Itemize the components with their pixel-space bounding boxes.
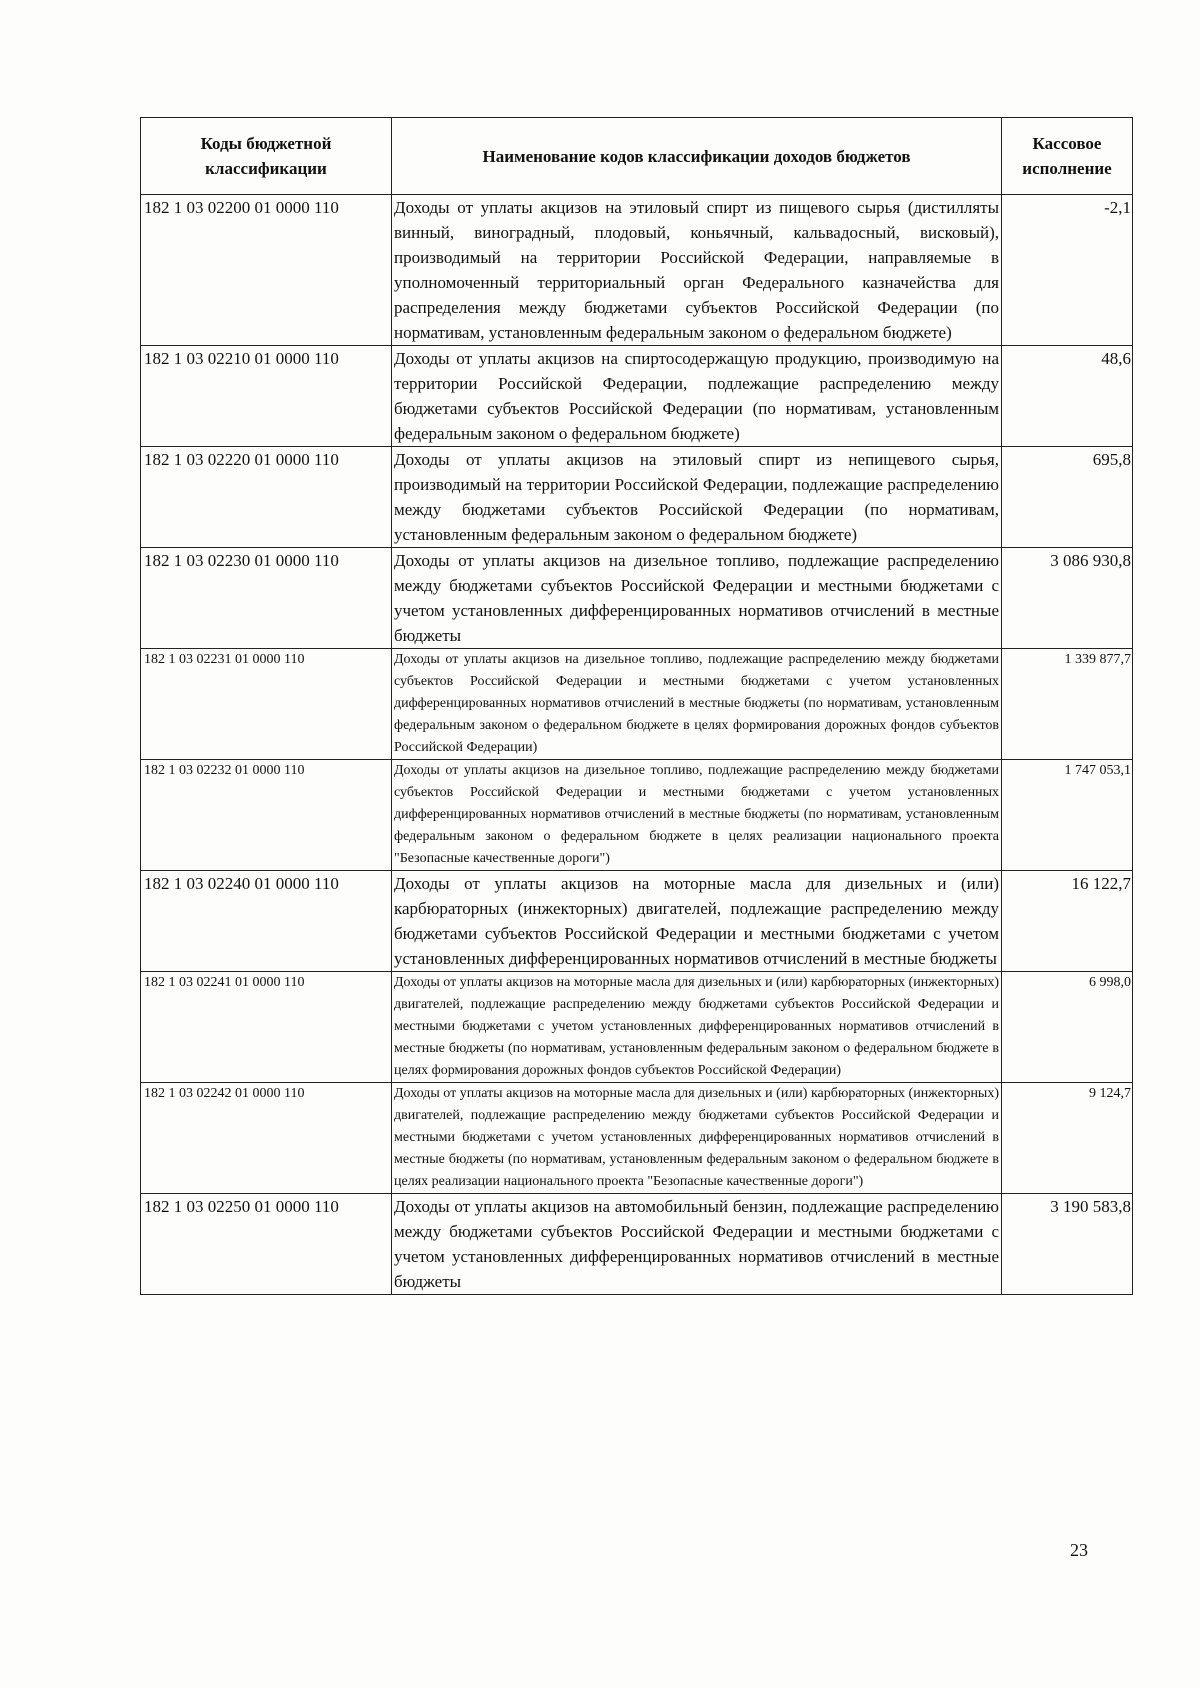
table-header-row <box>141 118 1133 195</box>
budget-code-cell: 182 1 03 02230 01 0000 110 <box>141 548 392 649</box>
cash-execution-cell: 695,8 <box>1002 447 1133 548</box>
table-row <box>141 346 1133 447</box>
cash-execution-cell: 1 339 877,7 <box>1002 649 1133 760</box>
table-body <box>141 195 1133 1295</box>
budget-revenue-table <box>140 117 1133 1295</box>
code-name-cell: Доходы от уплаты акцизов на дизельное топливо, подлежащие распределению между бюджетами субъектов Российской Федерации и местными бюджетами с учетом установленных дифференцированных нормативов отчислений в местные бюджеты (по нормативам, установленным федеральным законом о федеральном бюджете в целях реализации национального проекта "Безопасные качественные дороги") <box>392 760 1002 871</box>
budget-code-cell: 182 1 03 02232 01 0000 110 <box>141 760 392 871</box>
code-name-cell: Доходы от уплаты акцизов на дизельное топливо, подлежащие распределению между бюджетами субъектов Российской Федерации и местными бюджетами с учетом установленных дифференцированных нормативов отчислений в местные бюджеты (по нормативам, установленным федеральным законом о федеральном бюджете в целях формирования дорожных фондов субъектов Российской Федерации) <box>392 649 1002 760</box>
header-cash-execution: Кассовое исполнение <box>1002 118 1133 195</box>
cash-execution-cell: 3 190 583,8 <box>1002 1194 1133 1295</box>
code-name-cell: Доходы от уплаты акцизов на моторные масла для дизельных и (или) карбюраторных (инжекторных) двигателей, подлежащие распределению между бюджетами субъектов Российской Федерации и местными бюджетами с учетом установленных дифференцированных нормативов отчислений в местные бюджеты <box>392 871 1002 972</box>
cash-execution-cell: -2,1 <box>1002 195 1133 346</box>
code-name-cell: Доходы от уплаты акцизов на автомобильный бензин, подлежащие распределению между бюджетами субъектов Российской Федерации и местными бюджетами с учетом установленных дифференцированных нормативов отчислений в местные бюджеты <box>392 1194 1002 1295</box>
cash-execution-cell: 9 124,7 <box>1002 1083 1133 1194</box>
code-name-cell: Доходы от уплаты акцизов на спиртосодержащую продукцию, производимую на территории Российской Федерации, подлежащие распределению между бюджетами субъектов Российской Федерации (по нормативам, установленным федеральным законом о федеральном бюджете) <box>392 346 1002 447</box>
table-row <box>141 649 1133 760</box>
cash-execution-cell: 1 747 053,1 <box>1002 760 1133 871</box>
table-row <box>141 548 1133 649</box>
table-row <box>141 195 1133 346</box>
budget-code-cell: 182 1 03 02200 01 0000 110 <box>141 195 392 346</box>
budget-code-cell: 182 1 03 02242 01 0000 110 <box>141 1083 392 1194</box>
table-row <box>141 760 1133 871</box>
page-number: 23 <box>1070 1540 1088 1560</box>
code-name-cell: Доходы от уплаты акцизов на моторные масла для дизельных и (или) карбюраторных (инжекторных) двигателей, подлежащие распределению между бюджетами субъектов Российской Федерации и местными бюджетами с учетом установленных дифференцированных нормативов отчислений в местные бюджеты (по нормативам, установленным федеральным законом о федеральном бюджете в целях формирования дорожных фондов субъектов Российской Федерации) <box>392 972 1002 1083</box>
budget-code-cell: 182 1 03 02210 01 0000 110 <box>141 346 392 447</box>
budget-code-cell: 182 1 03 02241 01 0000 110 <box>141 972 392 1083</box>
table-row <box>141 447 1133 548</box>
cash-execution-cell: 6 998,0 <box>1002 972 1133 1083</box>
cash-execution-cell: 3 086 930,8 <box>1002 548 1133 649</box>
code-name-cell: Доходы от уплаты акцизов на дизельное топливо, подлежащие распределению между бюджетами субъектов Российской Федерации и местными бюджетами с учетом установленных дифференцированных нормативов отчислений в местные бюджеты <box>392 548 1002 649</box>
cash-execution-cell: 48,6 <box>1002 346 1133 447</box>
code-name-cell: Доходы от уплаты акцизов на моторные масла для дизельных и (или) карбюраторных (инжекторных) двигателей, подлежащие распределению между бюджетами субъектов Российской Федерации и местными бюджетами с учетом установленных дифференцированных нормативов отчислений в местные бюджеты (по нормативам, установленным федеральным законом о федеральном бюджете в целях реализации национального проекта "Безопасные качественные дороги") <box>392 1083 1002 1194</box>
table-row <box>141 1194 1133 1295</box>
budget-code-cell: 182 1 03 02240 01 0000 110 <box>141 871 392 972</box>
table-row <box>141 1083 1133 1194</box>
table-row <box>141 972 1133 1083</box>
budget-code-cell: 182 1 03 02231 01 0000 110 <box>141 649 392 760</box>
table-row <box>141 871 1133 972</box>
budget-code-cell: 182 1 03 02250 01 0000 110 <box>141 1194 392 1295</box>
cash-execution-cell: 16 122,7 <box>1002 871 1133 972</box>
header-budget-code: Коды бюджетной классификации <box>141 118 392 195</box>
code-name-cell: Доходы от уплаты акцизов на этиловый спирт из непищевого сырья, производимый на территории Российской Федерации, подлежащие распределению между бюджетами субъектов Российской Федерации (по нормативам, установленным федеральным законом о федеральном бюджете) <box>392 447 1002 548</box>
code-name-cell: Доходы от уплаты акцизов на этиловый спирт из пищевого сырья (дистилляты винный, виноградный, плодовый, коньячный, кальвадосный, висковый), производимый на территории Российской Федерации, направляемые в уполномоченный территориальный орган Федерального казначейства для распределения между бюджетами субъектов Российской Федерации (по нормативам, установленным федеральным законом о федеральном бюджете) <box>392 195 1002 346</box>
budget-code-cell: 182 1 03 02220 01 0000 110 <box>141 447 392 548</box>
header-code-name: Наименование кодов классификации доходов бюджетов <box>392 118 1002 195</box>
